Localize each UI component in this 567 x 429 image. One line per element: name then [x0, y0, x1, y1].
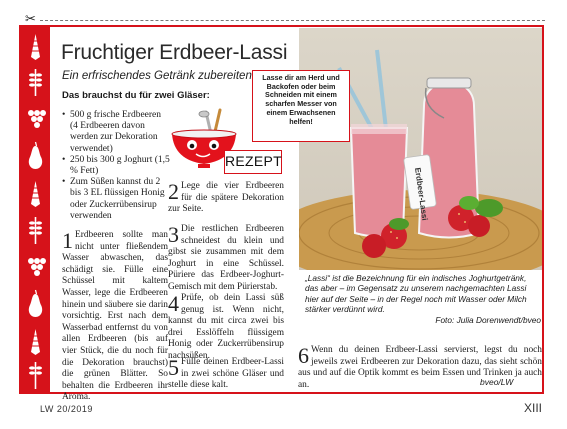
recipe-step	[168, 224, 284, 294]
ingredient-item: • Zum Süßen kannst du 2 bis 3 EL flüssigen Honig oder Zuckerrübensirup verwenden	[62, 177, 170, 222]
step-text: Prüfe, ob dein Lassi süß genug ist. Wenn nicht, kannst du mit circa zwei bis drei Esslöffeln flüssigem Honig oder Zuckerrübensirup nachsüßen.	[168, 293, 284, 361]
caption-text: „Lassi“ ist die Bezeichnung für ein indisches Joghurtgetränk, das aber – im Gegensatz zu unserem nachgemachten Lassi hier auf der Seite – in der Regel noch mit Wasser oder Milch stärker verdünnt wird.	[305, 273, 527, 315]
step-number: 2	[168, 179, 179, 204]
recipe-step	[62, 230, 168, 404]
recipe-step	[168, 181, 284, 216]
recipe-step	[168, 293, 284, 363]
step-text: Fülle deinen Erdbeer-Lassi in zwei schöne Gläser und stelle diese kalt.	[168, 357, 284, 391]
article-byline: bveo/LW	[480, 377, 514, 387]
wheat-icon	[24, 215, 47, 245]
wheat-icon	[24, 360, 47, 390]
step-number: 4	[168, 291, 179, 316]
ingredients-heading: Das brauchst du für zwei Gläser:	[62, 90, 210, 101]
pear-icon	[24, 289, 47, 319]
scissors-icon: ✂	[25, 12, 36, 27]
step-text: Wenn du deinen Erdbeer-Lassi servierst, legst du noch jeweils zwei Erdbeeren zur Dekoration dazu, das sieht schön aus und auf die Optik kommt es beim Essen und Trinken ja auch an.	[298, 345, 542, 390]
lassi-photo	[299, 28, 542, 270]
cut-line	[40, 20, 545, 21]
step-number: 6	[298, 343, 309, 368]
carrot-icon	[24, 326, 47, 356]
safety-warning-box: Lasse dir am Herd und Backofen oder beim Schneiden mit einem scharfen Messer von einem Erwachsenen helfen!	[252, 70, 350, 142]
step-text: Die restlichen Erdbeeren schneidest du klein und gibst sie zusammen mit dem Joghurt in eine Schüssel. Püriere das Erdbeer-Joghurt-Gemisch mit dem Pürierstab.	[168, 224, 284, 292]
page-number: XIII	[524, 401, 543, 415]
vegetable-icon-strip	[21, 27, 50, 392]
article-subtitle: Ein erfrischendes Getränk zubereiten	[62, 70, 252, 82]
recipe-badge: REZEPT	[224, 150, 282, 174]
wheat-icon	[24, 67, 47, 97]
carrot-icon	[24, 31, 47, 61]
issue-label: LW 20/2019	[40, 404, 93, 414]
ingredient-item: • 250 bis 300 g Joghurt (1,5 % Fett)	[62, 155, 170, 177]
lassi-photo-illustration	[299, 28, 542, 270]
step-text: Lege die vier Erdbeeren für die spätere Dekoration zur Seite.	[168, 181, 284, 215]
pear-icon	[24, 141, 47, 171]
grapes-icon	[24, 104, 47, 134]
step-number: 5	[168, 355, 179, 380]
grapes-icon	[24, 252, 47, 282]
ingredient-item: • 500 g frische Erdbeeren (4 Erdbeeren davon werden zur Dekoration verwendet)	[62, 110, 170, 155]
article-title: Fruchtiger Erdbeer-Lassi	[61, 41, 288, 64]
photo-tag-label: Erdbeer-Lassi	[413, 167, 430, 222]
step-text: Erdbeeren sollte man nicht unter fließendem Wasser abwaschen, das schädigt sie. Fülle eine Schüssel mit kaltem Wasser, lege die Erdbeeren hinein und säubere sie darin vorsichtig. Erst nach dem Wasserbad entfernst du von allen Erdbeeren (bis auf vier Stück, die du noch für die Dekoration brauchst) die grünen Blätter. So behalten die Erdbeeren ihr Aroma.	[62, 230, 168, 403]
step-number: 3	[168, 222, 179, 247]
photo-credit: Foto: Julia Dorenwendt/bveo	[435, 314, 541, 325]
photo-caption	[305, 273, 541, 325]
ingredients-list	[62, 110, 170, 222]
carrot-icon	[24, 178, 47, 208]
recipe-step	[168, 357, 284, 392]
step-number: 1	[62, 228, 73, 253]
